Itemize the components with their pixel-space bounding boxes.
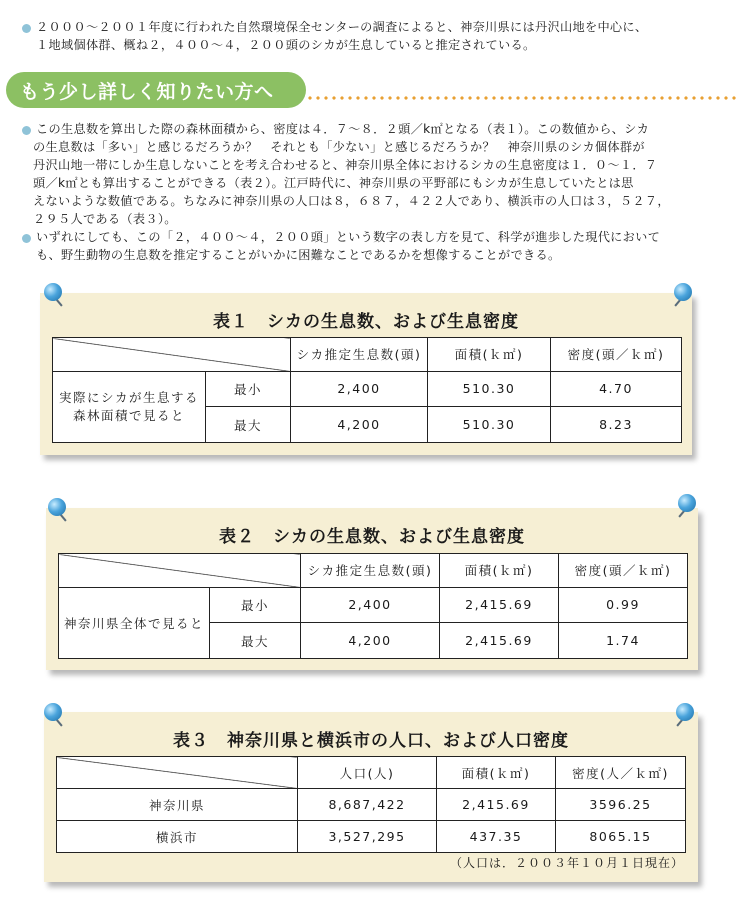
row-group-label-line: 森林面積で見ると [72,407,185,423]
table-2 [58,553,688,659]
table-cell: 510.30 [428,407,551,443]
paragraph-line: いずれにしても、この「２，４００〜４，２００頭」という数字の表し方を見て、科学が進歩した現代において [36,230,661,244]
table-cell: 1.74 [559,623,688,659]
table-3 [56,756,686,853]
row-label: 最小 [206,371,291,407]
table-1-panel [40,293,692,455]
table-cell: 510.30 [428,371,551,407]
paragraph-line: 丹沢山地一帯にしか生息しないことを考え合わせると、神奈川県全体におけるシカの生息密度は１．０〜１．７ [33,158,658,172]
table-cell: 2,415.69 [440,623,559,659]
table-cell: 2,400 [291,371,428,407]
column-header: 密度(頭／ｋ㎡) [559,554,688,588]
table-3-panel [44,712,698,882]
table-1-title: 表１ シカの生息数、および生息密度 [213,312,519,332]
pushpin-icon [676,703,698,725]
table-1 [52,337,682,443]
row-label: 神奈川県 [57,789,298,821]
column-header: 面積(ｋ㎡) [437,757,556,789]
bullet-icon [22,234,31,243]
column-header: シカ推定生息数(頭) [301,554,440,588]
paragraph-line: この生息数を算出した際の森林面積から、密度は４．７〜８．２頭／k㎡となる（表１）。この数値から、シカ [36,122,650,136]
row-label: 最大 [210,623,301,659]
table-cell: 4,200 [291,407,428,443]
table-cell: 2,415.69 [440,587,559,623]
table-2-panel [46,508,698,670]
paragraph-line: の生息数は「多い」と感じるだろうか？ それとも「少ない」と感じるだろうか？ 神奈川県のシカ個体群が [33,140,645,154]
table-cell: 2,400 [301,587,440,623]
paragraph-line: ２９５人である（表３）。 [33,212,177,226]
pushpin-icon [678,494,700,516]
intro-paragraph [36,18,736,54]
column-header: 面積(ｋ㎡) [440,554,559,588]
table-cell: 0.99 [559,587,688,623]
dotted-divider [306,96,736,100]
pushpin-icon [48,498,70,520]
table-cell: 437.35 [437,821,556,853]
table-cell: 8065.15 [556,821,686,853]
table-cell: 3596.25 [556,789,686,821]
paragraph-line: えないような数値である。ちなみに神奈川県の人口は８，６８７，４２２人であり、横浜市の人口は３，５２７， [33,194,670,208]
section-heading-text: もう少し詳しく知りたい方へ [20,81,274,103]
row-label: 最小 [210,587,301,623]
table-cell: 4,200 [301,623,440,659]
row-group-label-line: 実際にシカが生息する [58,389,199,405]
paragraph-line: 頭／k㎡とも算出することができる（表２）。江戸時代に、神奈川県の平野部にもシカが生息していたとは思 [33,176,634,190]
bullet-icon [22,126,31,135]
row-group-label: 神奈川県全体で見ると [59,587,210,659]
row-label: 横浜市 [57,821,298,853]
column-header: シカ推定生息数(頭) [291,338,428,372]
column-header: 密度(頭／ｋ㎡) [551,338,682,372]
column-header: 密度(人／ｋ㎡) [556,757,686,789]
column-header: 人口(人) [298,757,437,789]
body-paragraph-1 [33,120,741,228]
body-paragraph-2 [36,228,741,264]
table-2-title: 表２ シカの生息数、および生息密度 [219,527,525,547]
intro-line: １地域個体群、概ね２，４００〜４，２００頭のシカが生息していると推定されている。 [36,38,536,52]
table-cell: 8,687,422 [298,789,437,821]
table-3-title: 表３ 神奈川県と横浜市の人口、および人口密度 [173,731,569,751]
table-cell: 8.23 [551,407,682,443]
row-group-label [53,371,206,443]
intro-line: ２０００〜２００１年度に行われた自然環境保全センターの調査によると、神奈川県には丹沢山地を中心に、 [36,20,648,34]
pushpin-icon [44,703,66,725]
corner-cell [57,757,298,789]
pushpin-icon [674,283,696,305]
table-cell: 4.70 [551,371,682,407]
section-heading [6,72,306,108]
table-3-note: （人口は．２００３年１０月１日現在） [449,856,684,870]
row-label: 最大 [206,407,291,443]
corner-cell [59,554,301,588]
bullet-icon [22,24,31,33]
paragraph-line: も、野生動物の生息数を推定することがいかに困難なことであるかを想像することができる。 [36,248,561,262]
table-cell: 2,415.69 [437,789,556,821]
pushpin-icon [44,283,66,305]
corner-cell [53,338,291,372]
column-header: 面積(ｋ㎡) [428,338,551,372]
table-cell: 3,527,295 [298,821,437,853]
